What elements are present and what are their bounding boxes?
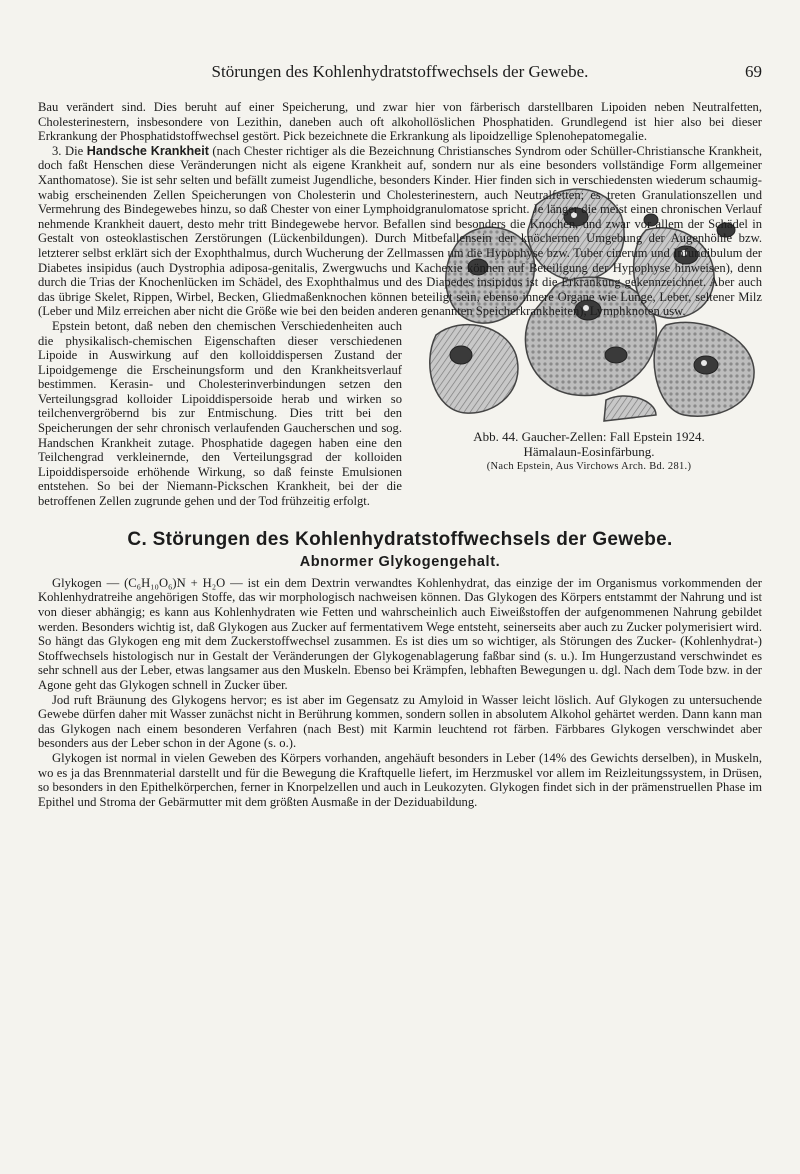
item-text: (nach Chester richtiger als die Bezeichnung Christiansches Syndrom oder Schüller-Christiansche Krankheit, doch faßt Henschen diese Veränderungen nicht als eigene Krankheit auf, sondern nur als eine besonders vollständige Form allgemeiner Xanthomatose). Sie ist sehr selten und befällt zumeist Jugendliche, besonders Kinder. Hier finden sich in verschiedensten wiederum schaumig-wabig erscheinenden Zellen Speicherungen von Cholesterin und Cholesterinestern, auch Neutralfetten; es treten Granulationszellen und Vermehrung des Bindegewebes hinzu, so daß Chester von einer Lymphoidgranulomatose spricht. Je länger die meist einen chronischen Verlauf nehmende Krankheit dauert, desto mehr tritt Bindegewebe hervor. Befallen sind besonders die Knochen, und zwar vor allem der Schädel in Gestalt von osteoklastischen Zerstörungen (Lückenbildungen). Durch Mitbefallensein der knöchernen Umgebung der Augenhöhle bzw. letzterer selbst erklärt sich der Exophthalmus, durch Wucherung der Zellmassen um die Hypophyse bzw. Tuber cinerum und Infundibulum der Diabetes insipidus (auch Dystrophia adiposa-genitalis, Zwergwuchs und Kachexie können auf Beteiligung der Hypophyse hinweisen), denn durch die Trias der Knochenlücken im Schädel, des Exophthalmus und des Diapedes insipidus ist die Erkrankung gekennzeichnet. Aber auch das übrige Skelet, Rippen, Wirbel, Becken, Gliedmaßenknochen können beteiligt sein, ebenso innere Organe wie Lunge, Leber, seltener Milz (Leber und Milz erreichen aber nicht die Größe wie bei den beiden anderen genannten Speicherkrankheiten), Lymphknoten usw. xyxy=(38,143,762,319)
caption-line-2: Hämalaun-Eosinfärbung. xyxy=(523,443,655,459)
page-header-title: Störungen des Kohlenhydratstoffwechsels der Gewebe. xyxy=(211,62,589,81)
section-heading: C. Störungen des Kohlenhydratstoffwechsels der Gewebe. xyxy=(127,528,673,550)
running-head xyxy=(38,62,762,84)
paragraph: Glykogen — (C₆H₁₀O₆)N + H₂O — ist ein dem Dextrin verwandtes Kohlenhydrat, das einzige der im Organismus vorkommenden der Kohlenhydratreihe angehörigen Stoffe, das wir morphologisch nachweisen können. Das Glykogen des Körpers entstammt der Nahrung und ist von dieser abhängig; es kann aus Kohlenhydraten wie Fetten und wahrscheinlich auch Eiweißstoffen der aufgenommenen Nahrung gebildet werden. Besonders wichtig ist, daß Glykogen aus Zucker auf fermentativem Wege entsteht, seinerseits aber auch zu Zucker polymerisiert wird. So hängt das Glykogen eng mit dem Zuckerstoffwechsel zusammen. Es ist dies um so wichtiger, als Störungen des Zucker- (Kohlenhydrat-) Stoffwechsels histologisch nur in Gestalt der Veränderungen der Glykogenablagerung faßbar sind (s. u.). Im Hungerzustand verschwindet es sehr schnell aus der Leber, etwas langsamer aus den Muskeln. Ebenso bei Krämpfen, lebhaften Bewegungen u. dgl. Nach dem Tode bzw. in der Agone geht das Glykogen schnell in Zucker über. xyxy=(38,575,762,692)
paragraph-epstein: Epstein betont, daß neben den chemischen Verschiedenheiten auch die physikalisch-chemischen Eigenschaften dieser verschiedenen Lipoide in Auswirkung auf den kolloiddispersen Zustand der Lipoidgemenge die Erscheinungsform und den Krankheitsverlauf bestimmen. Kerasin- und Cholesterinverbindungen setzen den Verteilungsgrad kolloider Lipoiddispersoide herab und wirken so teilchenvergröbernd bis zur Entmischung. Dies tritt bei den Speicherungen der sehr chronisch verlaufenden Gaucherschen und sog. Handschen Krankheit zutage. Phosphatide dagegen haben eine den Teilchengrad verkleinernde, den Verteilungsgrad der kolloiden Lipoiddispersoide erhöhende Wirkung, so daß feinste Emulsionen entstehen. So bei der Niemann-Pickschen Krankheit, bei der die betroffenen Zellen zugrunde gehen und der Tod frühzeitig erfolgt. xyxy=(38,318,402,509)
paragraph: Jod ruft Bräunung des Glykogens hervor; es ist aber im Gegensatz zu Amyloid in Wasser leicht löslich. Auf Glykogen zu untersuchende Gewebe dürfen daher mit Wasser zunächst nicht in Berührung kommen, sondern sollen in absolutem Alkohol gehärtet werden. Dann kann man das Glykogen nach einem besonderen Verfahren (nach Best) mit Karmin leuchtend rot färben. Färbbares Glykogen verschwindet aber besonders aus der Leber schon in der Agone (s. o.). xyxy=(38,692,762,751)
paragraph: Glykogen ist normal in vielen Geweben des Körpers vorhanden, angehäuft besonders in Leber (14% des Gewichts derselben), in Muskeln, wo es ja das Brennmaterial darstellt und für die Bewegung die Kraftquelle liefert, im Herzmuskel vor allem im Reizleitungssystem, in Drüsen, so besonders in den Epithelkörperchen, ferner in Knorpelzellen und auch in Leukozyten. Glykogen findet sich in der prämenstruellen Phase im Epithel und Stroma der Gebärmutter mit dem größten Ausmaße in der Deziduabildung. xyxy=(38,750,762,809)
page-body xyxy=(38,100,762,809)
caption-source: (Nach Epstein, Aus Virchows Arch. Bd. 281.) xyxy=(486,460,692,472)
paragraph: Bau verändert sind. Dies beruht auf einer Speicherung, und zwar hier von färberisch darstellbaren Lipoiden neben Neutralfetten, Cholesterinestern, insbesondere von Lezithin, daneben auch oft alkohollöslichen Phosphatiden. Grundlegend ist hier also bei dieser Erkrankung der Phosphatidstoffwechsel gestört. Pick bezeichnete die Erkrankung als lipoidzellige Splenohepatomegalie. xyxy=(38,100,762,144)
caption-line-1: Abb. 44. Gaucher-Zellen: Fall Epstein 1924. xyxy=(473,428,705,444)
paragraph-item3 xyxy=(38,144,762,319)
page-number: 69 xyxy=(745,62,762,81)
section-subheading: Abnormer Glykogengehalt. xyxy=(299,554,501,571)
figure-caption xyxy=(416,429,762,474)
item-number: 3. Die xyxy=(52,143,87,158)
item-term: Handsche Krankheit xyxy=(86,143,209,158)
